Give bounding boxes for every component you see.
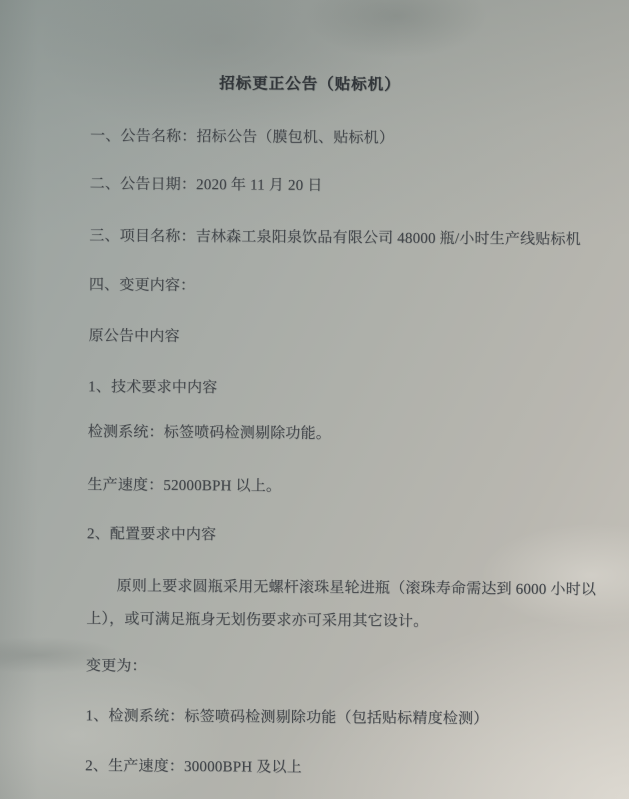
line-announcement-name: 一、公告名称：招标公告（膜包机、贴标机） bbox=[89, 128, 395, 147]
line-new-detection-system: 1、检测系统：标签喷码检测剔除功能（包括贴标精度检测） bbox=[85, 708, 489, 728]
line-production-speed: 生产速度：52000BPH 以上。 bbox=[87, 477, 282, 495]
line-announcement-date: 二、公告日期：2020 年 11 月 20 日 bbox=[89, 176, 323, 195]
line-changed-to-heading: 变更为： bbox=[85, 658, 147, 675]
line-project-name: 三、项目名称：吉林森工泉阳泉饮品有限公司 48000 瓶/小时生产线贴标机 bbox=[89, 228, 581, 249]
line-new-production-speed: 2、生产速度：30000BPH 及以上 bbox=[85, 758, 302, 776]
line-change-content-heading: 四、变更内容： bbox=[88, 277, 196, 295]
line-original-content-heading: 原公告中内容 bbox=[88, 328, 180, 345]
line-bottle-infeed-paragraph-2: 上），或可满足瓶身无划伤要求亦可采用其它设计。 bbox=[86, 611, 429, 630]
line-bottle-infeed-paragraph-1: 原则上要求圆瓶采用无螺杆滚珠星轮进瓶（滚珠寿命需达到 6000 小时以 bbox=[116, 578, 597, 599]
line-technical-requirement-heading: 1、技术要求中内容 bbox=[88, 379, 218, 397]
document-title: 招标更正公告（贴标机） bbox=[219, 75, 401, 94]
line-configuration-requirement-heading: 2、配置要求中内容 bbox=[86, 526, 217, 544]
line-detection-system: 检测系统：标签喷码检测剔除功能。 bbox=[87, 424, 331, 443]
